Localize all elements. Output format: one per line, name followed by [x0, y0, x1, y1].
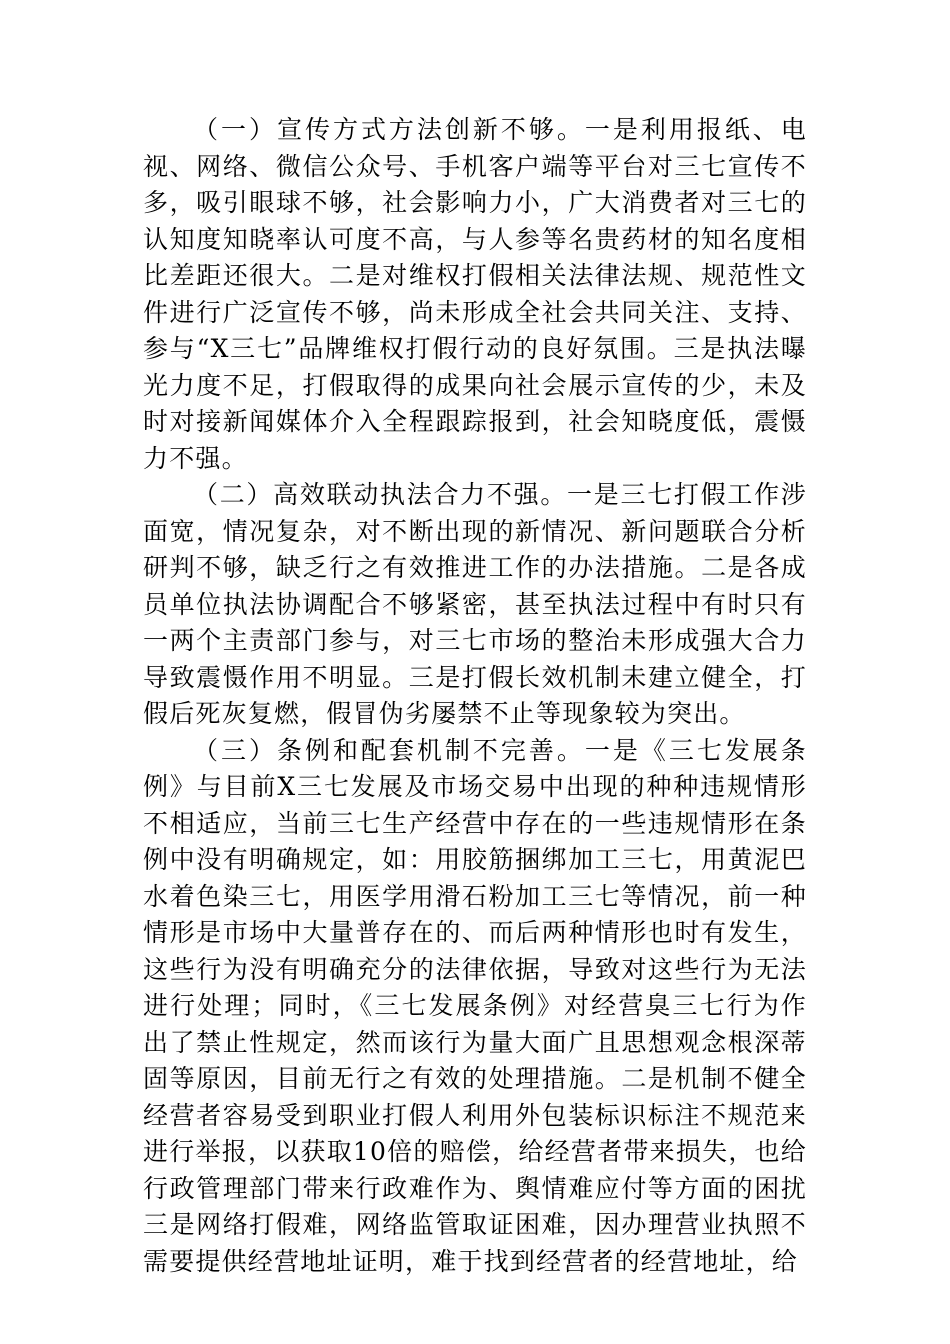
paragraph-regulations-mechanisms: （三）条例和配套机制不完善。一是《三七发展条例》与目前X三七发展及市场交易中出现的种种违规情形不相适应，当前三七生产经营中存在的一些违规情形在条例中没有明确规定，如：用胶筋捆绑加工三七，用黄泥巴水着色染三七，用医学用滑石粉加工三七等情况，前一种情形是市场中大量普存在的、而后两种情形也时有发生，这些行为没有明确充分的法律依据，导致对这些行为无法进行处理；同时，《三七发展条例》对经营臭三七行为作出了禁止性规定，然而该行为量大面广且思想观念根深蒂固等原因，目前无行之有效的处理措施。二是机制不健全经营者容易受到职业打假人利用外包装标识标注不规范来进行举报，以获取10倍的赔偿，给经营者带来损失，也给行政管理部门带来行政难作为、舆情难应付等方面的困扰三是网络打假难，网络监管取证困难，因办理营业执照不需要提供经营地址证明，难于找到经营者的经营地址，给 — [143, 735, 807, 1276]
document-page — [143, 112, 807, 1280]
paragraph-joint-enforcement: （二）高效联动执法合力不强。一是三七打假工作涉面宽，情况复杂，对不断出现的新情况、新问题联合分析研判不够，缺乏行之有效推进工作的办法措施。二是各成员单位执法协调配合不够紧密，甚至执法过程中有时只有一两个主责部门参与，对三七市场的整治未形成强大合力导致震慑作用不明显。三是打假长效机制未建立健全，打假后死灰复燃，假冒伪劣屡禁不止等现象较为突出。 — [143, 480, 807, 728]
paragraph-publicity-methods: （一）宣传方式方法创新不够。一是利用报纸、电视、网络、微信公众号、手机客户端等平台对三七宣传不多，吸引眼球不够，社会影响力小，广大消费者对三七的认知度知晓率认可度不高，与人参等名贵药材的知名度相比差距还很大。二是对维权打假相关法律法规、规范性文件进行广泛宣传不够，尚未形成全社会共同关注、支持、参与“X三七”品牌维权打假行动的良好氛围。三是执法曝光力度不足，打假取得的成果向社会展示宣传的少，未及时对接新闻媒体介入全程跟踪报到，社会知晓度低，震慑力不强。 — [143, 115, 807, 473]
